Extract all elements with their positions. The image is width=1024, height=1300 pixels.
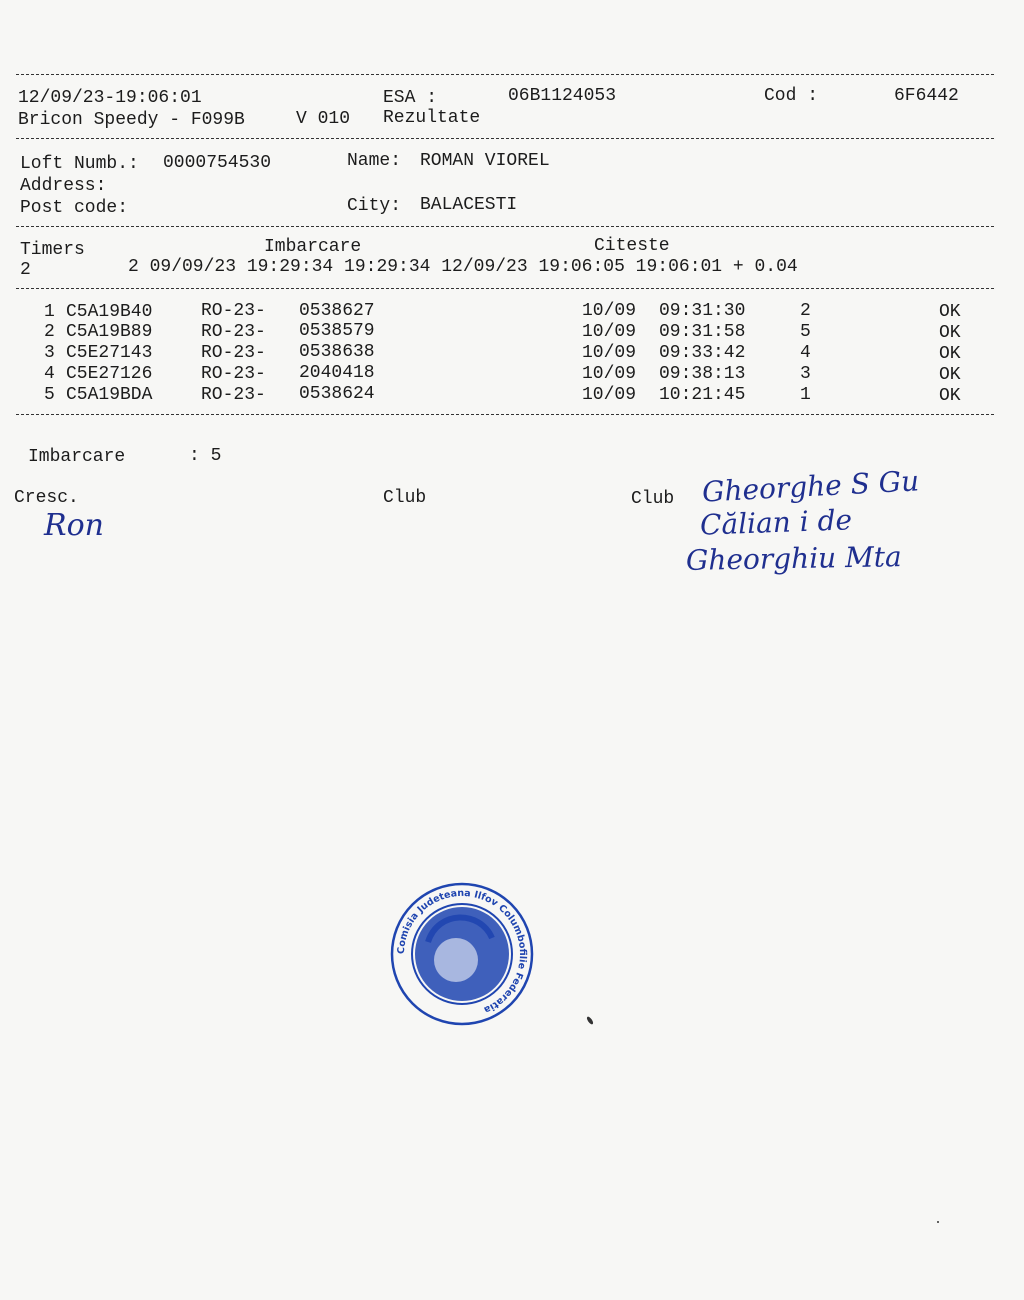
cod-value: 6F6442 [894,86,959,106]
club-stamp [388,880,536,1028]
ring-prefix: RO-23- [201,301,266,321]
place: 4 [800,343,811,363]
status: OK [939,323,961,343]
arrival-time: 09:31:58 [659,322,746,342]
chip-id: C5A19B40 [66,302,153,322]
status: OK [939,386,961,406]
status: OK [939,344,961,364]
arrival-time: 09:33:42 [659,343,746,363]
loft-number: 0000754530 [163,153,272,173]
place: 3 [800,364,811,384]
ring-number: 0538579 [299,321,375,341]
club-label-2: Club [631,489,675,509]
club-handwriting-line: Gheorghiu Mta [685,540,902,577]
report-mode: Rezultate [383,108,481,128]
arrival-date: 10/09 [582,301,637,321]
esa-label: ESA : [383,88,438,108]
timers-line: 2 09/09/23 19:29:34 19:29:34 12/09/23 19:06:05 19:06:01 + 0.04 [128,257,798,277]
fancier-name: ROMAN VIOREL [420,151,550,171]
ring-number: 2040418 [299,363,375,383]
summary-imbarcare-label: Imbarcare [28,447,126,467]
citeste-header: Citeste [594,236,670,256]
summary-imbarcare-value: : 5 [189,446,222,466]
row-index: 4 [44,364,55,384]
club-handwriting-line: Gheorghe S Gu [701,464,920,509]
ring-prefix: RO-23- [201,364,266,384]
divider [16,288,994,289]
arrival-time: 09:38:13 [659,364,746,384]
stamp-ring-text: Comisia Judeteana Ilfov Columbofilie Federatia [395,887,529,1016]
arrival-date: 10/09 [582,364,637,384]
row-index: 2 [44,322,55,342]
cresc-signature: Ron [44,508,104,543]
place: 5 [800,322,811,342]
paper-speck [586,1016,594,1026]
city-value: BALACESTI [420,195,518,215]
ring-number: 0538624 [299,384,375,404]
timers-count: 2 [20,260,31,280]
device-name: Bricon Speedy - F099B [18,110,245,130]
paper-speck [937,1221,939,1223]
print-datetime: 12/09/23-19:06:01 [18,88,202,108]
status: OK [939,302,961,322]
arrival-time: 10:21:45 [659,385,746,405]
place: 2 [800,301,811,321]
ring-prefix: RO-23- [201,385,266,405]
ring-prefix: RO-23- [201,343,266,363]
ring-number: 0538638 [299,342,375,362]
postcode-label: Post code: [20,198,129,218]
chip-id: C5E27143 [66,343,153,363]
row-index: 5 [44,385,55,405]
address-label: Address: [20,176,107,196]
cod-label: Cod : [764,86,819,106]
device-version: V 010 [296,109,351,129]
name-label: Name: [347,151,402,171]
club-handwriting-line: Călian i de [699,503,853,542]
divider [16,414,994,415]
timers-label: Timers [20,240,85,260]
row-index: 1 [44,302,55,322]
row-index: 3 [44,343,55,363]
ring-prefix: RO-23- [201,322,266,342]
imbarcare-header: Imbarcare [264,237,362,257]
club-label: Club [383,488,427,508]
divider [16,74,994,75]
chip-id: C5E27126 [66,364,153,384]
place: 1 [800,385,811,405]
divider [16,226,994,227]
city-label: City: [347,196,402,216]
arrival-date: 10/09 [582,322,637,342]
esa-value: 06B1124053 [508,86,617,106]
arrival-date: 10/09 [582,343,637,363]
divider [16,138,994,139]
loft-label: Loft Numb.: [20,154,139,174]
cresc-label: Cresc. [14,488,79,508]
ring-number: 0538627 [299,301,375,321]
arrival-time: 09:31:30 [659,301,746,321]
status: OK [939,365,961,385]
arrival-date: 10/09 [582,385,637,405]
chip-id: C5A19B89 [66,322,153,342]
chip-id: C5A19BDA [66,385,153,405]
